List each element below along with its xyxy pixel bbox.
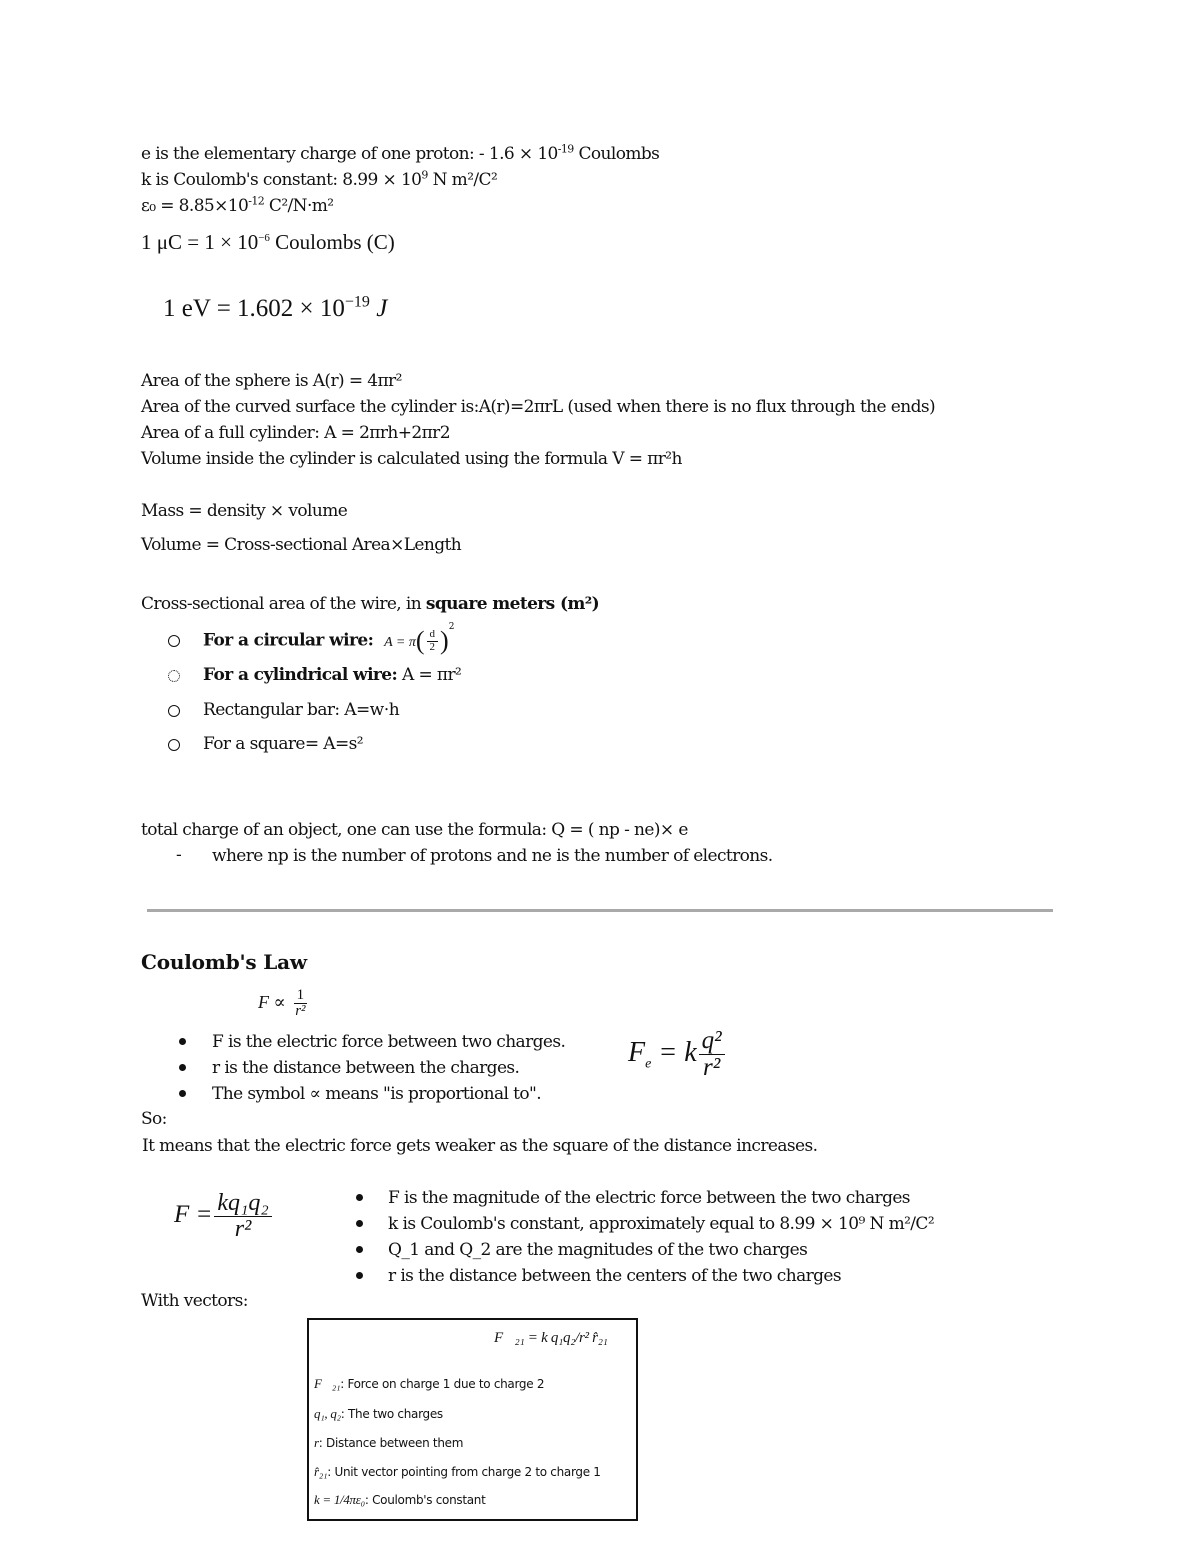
ev-unit: J [369,295,388,322]
rectangular-bar-item: Rectangular bar: A=w⋅h [203,700,400,720]
circle-bullet-icon [168,670,180,682]
vector-text-distance: : Distance between them [318,1436,464,1450]
circular-wire-num: d [427,629,439,642]
dash-bullet: - [176,845,182,865]
proportional-num: 1 [294,988,308,1005]
f-lhs: F = [174,1201,213,1228]
elementary-charge-text: e is the elementary charge of one proton: - 1.6 × 10 [141,144,558,164]
vector-formula: F⃗₂₁ = k q₁q₂/r² r̂₂₁ [494,1330,608,1346]
vector-sym-force: F⃗₂₁ [314,1376,341,1391]
cylinder-volume: Volume inside the cylinder is calculated using the formula V = πr²h [141,449,682,469]
f-num: kq₁q₂ [214,1191,271,1217]
epsilon-text: ε₀ = 8.85×10 [141,196,249,216]
microcoulomb-exp: −6 [258,232,270,244]
coulomb-constant-line [141,169,497,191]
fe-lhs: F [628,1037,646,1068]
vector-line-charges [314,1406,443,1422]
vector-line-unit [314,1464,601,1480]
bullet-dot-icon [179,1064,186,1071]
microcoulomb-unit: Coulombs (C) [269,230,395,254]
coulomb-constant-exp: 9 [421,168,428,182]
force-bullet: F is the electric force between two charges. [212,1032,566,1052]
circular-wire-den: 2 [429,640,436,653]
distance-bullet: r is the distance between the charges. [212,1058,520,1078]
total-charge-note: where np is the number of protons and ne is the number of electrons. [212,846,773,866]
vector-line-force [314,1376,544,1392]
vector-sym-charges: q₁, q₂ [314,1406,341,1421]
vector-text-unit: : Unit vector pointing from charge 2 to charge 1 [327,1465,601,1479]
circle-bullet-icon [168,635,180,647]
bullet-dot-icon [356,1194,363,1201]
vector-text-charges: : The two charges [340,1407,443,1421]
fe-num: q² [699,1028,725,1055]
circular-wire-label: For a circular wire: [203,630,374,651]
cylinder-curved-area: Area of the curved surface the cylinder is:A(r)=2πrL (used when there is no flux through the ends) [141,397,936,417]
microcoulomb-text: 1 μC = 1 × 10 [141,230,259,254]
elementary-charge-unit: Coulombs [573,144,660,164]
vectors-label: With vectors: [141,1291,248,1311]
fe-subscript: e [645,1056,652,1072]
volume-formula: Volume = Cross-sectional Area×Length [141,535,462,555]
cross-section-intro-bold: square meters (m²) [425,594,600,614]
cylindrical-wire-item [203,664,461,686]
proportional-den: r² [295,1003,306,1020]
f-den: r² [234,1215,252,1242]
electronvolt-equation [163,293,387,325]
microcoulomb-equation [141,229,395,255]
circular-wire-formula: A = π [384,634,416,650]
separation-bullet: r is the distance between the centers of the two charges [388,1266,842,1286]
ev-exp: −19 [344,293,370,311]
epsilon-unit: C²/N·m² [264,196,334,216]
circle-bullet-icon [168,705,180,717]
vector-sym-k: k = 1/4πε₀ [314,1492,365,1507]
bullet-dot-icon [179,1090,186,1097]
vector-sym-unit: r̂₂₁ [314,1464,328,1479]
coulomb-equation [174,1184,274,1246]
proportional-formula [258,982,311,1022]
horizontal-divider [147,909,1053,912]
mass-formula: Mass = density × volume [141,501,348,521]
coulomb-constant-unit: N m²/C² [427,170,498,190]
proportional-lhs: F ∝ [258,992,286,1012]
cylindrical-wire-label: For a cylindrical wire: [203,665,398,685]
bullet-dot-icon [179,1038,186,1045]
fe-equals: = k [651,1037,697,1068]
cylinder-full-area: Area of a full cylinder: A = 2πrh+2πr2 [141,423,450,443]
magnitude-bullet: F is the magnitude of the electric force between the two charges [388,1188,910,1208]
so-label: So: [141,1109,167,1129]
coulomb-law-heading: Coulomb's Law [141,950,307,974]
charges-bullet: Q_1 and Q_2 are the magnitudes of the two charges [388,1240,808,1260]
bullet-dot-icon [356,1246,363,1253]
elementary-charge-line [141,143,659,165]
circle-bullet-icon [168,739,180,751]
circular-wire-item: For a circular wire: A = π( $\frac{d}{2}$ )$^2$ [203,621,454,656]
elementary-charge-exp: -19 [557,142,574,156]
vector-text-force: : Force on charge 1 due to charge 2 [340,1377,545,1391]
cross-section-intro-text: Cross-sectional area of the wire, in [141,594,426,614]
circular-wire-exp: 2 [448,621,454,632]
vector-text-k: : Coulomb's constant [364,1493,486,1507]
vector-line-distance [314,1435,463,1451]
k-constant-bullet: k is Coulomb's constant, approximately equal to 8.99 × 10⁹ N m²/C² [388,1214,935,1234]
fe-equation [628,1020,727,1098]
square-item: For a square= A=s² [203,734,363,754]
meaning-text: It means that the electric force gets weaker as the square of the distance increases. [142,1136,818,1156]
bullet-dot-icon [356,1220,363,1227]
total-charge-formula: total charge of an object, one can use the formula: Q = ( np - ne)× e [141,820,688,840]
coulomb-constant-text: k is Coulomb's constant: 8.99 × 10 [141,170,422,190]
vector-sym-distance: r [314,1435,319,1450]
proportional-bullet: The symbol ∝ means "is proportional to". [212,1084,542,1104]
cross-section-intro [141,593,599,615]
vector-line-k [314,1492,486,1508]
epsilon-exp: -12 [248,194,265,208]
epsilon-line [141,195,334,217]
ev-text: 1 eV = 1.602 × 10 [163,295,345,322]
bullet-dot-icon [356,1272,363,1279]
sphere-area: Area of the sphere is A(r) = 4πr² [141,371,402,391]
fe-den: r² [703,1054,721,1082]
cylindrical-wire-formula: A = πr² [397,665,462,685]
vector-form-image [307,1318,638,1521]
